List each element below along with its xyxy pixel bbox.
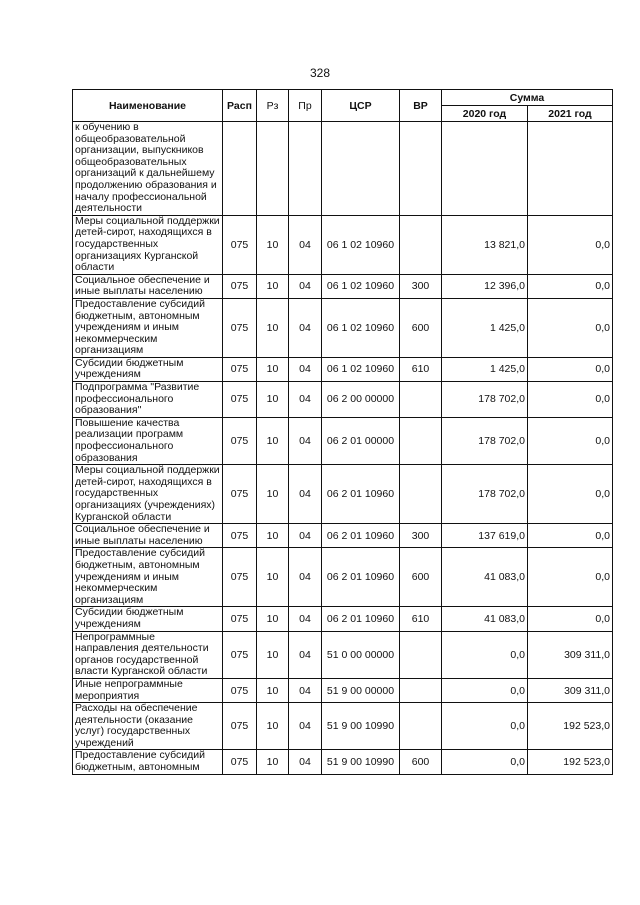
cell-pr	[289, 122, 322, 216]
cell-sum-2021	[528, 122, 613, 216]
cell-name: Предоставление субсидий бюджетным, автономным учреждениям и иным некоммерческим организациям	[73, 548, 223, 607]
cell-sum-2020: 178 702,0	[442, 465, 528, 524]
cell-name: Иные непрограммные мероприятия	[73, 678, 223, 702]
cell-csr	[322, 122, 400, 216]
cell-vr: 600	[400, 750, 442, 774]
header-2020: 2020 год	[442, 106, 528, 122]
cell-rasp: 075	[223, 274, 257, 298]
table-header	[73, 90, 613, 122]
cell-vr: 610	[400, 357, 442, 381]
table-row	[73, 274, 613, 298]
cell-pr: 04	[289, 607, 322, 631]
cell-csr: 06 2 00 00000	[322, 382, 400, 418]
cell-rasp: 075	[223, 357, 257, 381]
cell-rasp: 075	[223, 703, 257, 750]
cell-name: Непрограммные направления деятельности органов государственной власти Курганской области	[73, 631, 223, 678]
cell-rz: 10	[257, 357, 289, 381]
cell-sum-2020: 178 702,0	[442, 382, 528, 418]
cell-rasp: 075	[223, 298, 257, 357]
table-row	[73, 631, 613, 678]
cell-vr: 600	[400, 548, 442, 607]
cell-sum-2020: 41 083,0	[442, 607, 528, 631]
cell-rasp: 075	[223, 465, 257, 524]
header-pr: Пр	[289, 90, 322, 122]
cell-pr: 04	[289, 382, 322, 418]
cell-rz: 10	[257, 382, 289, 418]
cell-pr: 04	[289, 274, 322, 298]
cell-sum-2021: 192 523,0	[528, 703, 613, 750]
cell-name: Меры социальной поддержки детей-сирот, находящихся в государственных организациях (учреждениях) Курганской области	[73, 465, 223, 524]
cell-sum-2021: 0,0	[528, 524, 613, 548]
cell-rz: 10	[257, 750, 289, 774]
cell-rz: 10	[257, 631, 289, 678]
cell-csr: 06 1 02 10960	[322, 357, 400, 381]
cell-rz: 10	[257, 417, 289, 464]
table-row	[73, 382, 613, 418]
cell-sum-2021: 0,0	[528, 215, 613, 274]
cell-pr: 04	[289, 465, 322, 524]
cell-pr: 04	[289, 417, 322, 464]
cell-pr: 04	[289, 750, 322, 774]
cell-rasp: 075	[223, 382, 257, 418]
cell-name: Меры социальной поддержки детей-сирот, находящихся в государственных организациях Курганской области	[73, 215, 223, 274]
cell-rz: 10	[257, 607, 289, 631]
cell-sum-2021: 0,0	[528, 298, 613, 357]
cell-rasp: 075	[223, 607, 257, 631]
cell-pr: 04	[289, 548, 322, 607]
table-row	[73, 607, 613, 631]
cell-vr	[400, 465, 442, 524]
table-body	[73, 122, 613, 775]
table-row	[73, 357, 613, 381]
cell-sum-2021: 0,0	[528, 274, 613, 298]
cell-rasp: 075	[223, 750, 257, 774]
cell-sum-2021: 0,0	[528, 382, 613, 418]
cell-sum-2020	[442, 122, 528, 216]
cell-pr: 04	[289, 678, 322, 702]
header-rz: Рз	[257, 90, 289, 122]
cell-sum-2020: 1 425,0	[442, 298, 528, 357]
cell-pr: 04	[289, 524, 322, 548]
cell-rasp: 075	[223, 215, 257, 274]
table-row	[73, 548, 613, 607]
cell-sum-2020: 0,0	[442, 678, 528, 702]
cell-csr: 51 9 00 00000	[322, 678, 400, 702]
table-row	[73, 215, 613, 274]
cell-sum-2021: 0,0	[528, 465, 613, 524]
cell-csr: 06 2 01 10960	[322, 524, 400, 548]
cell-rz: 10	[257, 298, 289, 357]
cell-rasp	[223, 122, 257, 216]
cell-rasp: 075	[223, 631, 257, 678]
table-row	[73, 703, 613, 750]
header-2021: 2021 год	[528, 106, 613, 122]
table-row	[73, 298, 613, 357]
cell-rz: 10	[257, 678, 289, 702]
table-row	[73, 524, 613, 548]
cell-name: Подпрограмма "Развитие профессионального образования"	[73, 382, 223, 418]
cell-sum-2020: 1 425,0	[442, 357, 528, 381]
table-row	[73, 750, 613, 774]
header-rasp: Расп	[223, 90, 257, 122]
cell-sum-2021: 0,0	[528, 607, 613, 631]
cell-csr: 06 2 01 10960	[322, 607, 400, 631]
cell-vr	[400, 703, 442, 750]
cell-vr: 300	[400, 274, 442, 298]
cell-csr: 51 9 00 10990	[322, 750, 400, 774]
cell-csr: 06 1 02 10960	[322, 215, 400, 274]
cell-vr: 600	[400, 298, 442, 357]
table-row	[73, 122, 613, 216]
cell-sum-2021: 0,0	[528, 548, 613, 607]
cell-rasp: 075	[223, 548, 257, 607]
cell-sum-2020: 137 619,0	[442, 524, 528, 548]
cell-csr: 06 2 01 00000	[322, 417, 400, 464]
cell-sum-2020: 12 396,0	[442, 274, 528, 298]
cell-vr	[400, 678, 442, 702]
cell-pr: 04	[289, 215, 322, 274]
cell-sum-2021: 192 523,0	[528, 750, 613, 774]
cell-sum-2021: 0,0	[528, 357, 613, 381]
page-number: 328	[309, 66, 331, 80]
cell-vr	[400, 382, 442, 418]
table-row	[73, 465, 613, 524]
cell-sum-2020: 41 083,0	[442, 548, 528, 607]
cell-sum-2020: 0,0	[442, 750, 528, 774]
cell-rz: 10	[257, 548, 289, 607]
cell-pr: 04	[289, 703, 322, 750]
cell-vr	[400, 631, 442, 678]
cell-name: Социальное обеспечение и иные выплаты населению	[73, 524, 223, 548]
cell-rz: 10	[257, 274, 289, 298]
cell-csr: 06 1 02 10960	[322, 298, 400, 357]
cell-name: Субсидии бюджетным учреждениям	[73, 357, 223, 381]
cell-name: Повышение качества реализации программ профессионального образования	[73, 417, 223, 464]
cell-rz: 10	[257, 703, 289, 750]
cell-rz	[257, 122, 289, 216]
cell-name: Социальное обеспечение и иные выплаты населению	[73, 274, 223, 298]
cell-csr: 06 2 01 10960	[322, 548, 400, 607]
table-row	[73, 678, 613, 702]
cell-rasp: 075	[223, 524, 257, 548]
cell-sum-2021: 309 311,0	[528, 631, 613, 678]
cell-csr: 51 9 00 10990	[322, 703, 400, 750]
cell-sum-2020: 0,0	[442, 703, 528, 750]
cell-vr: 300	[400, 524, 442, 548]
cell-pr: 04	[289, 631, 322, 678]
cell-sum-2020: 178 702,0	[442, 417, 528, 464]
cell-pr: 04	[289, 357, 322, 381]
cell-csr: 06 2 01 10960	[322, 465, 400, 524]
cell-vr	[400, 417, 442, 464]
cell-name: Расходы на обеспечение деятельности (оказание услуг) государственных учреждений	[73, 703, 223, 750]
header-csr: ЦСР	[322, 90, 400, 122]
cell-sum-2021: 0,0	[528, 417, 613, 464]
cell-sum-2020: 0,0	[442, 631, 528, 678]
cell-name: к обучению в общеобразовательной организации, выпускников общеобразовательных организаций к дальнейшему продолжению образования и началу профессиональной деятельности	[73, 122, 223, 216]
cell-csr: 06 1 02 10960	[322, 274, 400, 298]
cell-sum-2020: 13 821,0	[442, 215, 528, 274]
cell-csr: 51 0 00 00000	[322, 631, 400, 678]
table-row	[73, 417, 613, 464]
cell-name: Предоставление субсидий бюджетным, автономным	[73, 750, 223, 774]
cell-name: Субсидии бюджетным учреждениям	[73, 607, 223, 631]
cell-vr	[400, 215, 442, 274]
cell-rz: 10	[257, 524, 289, 548]
header-name: Наименование	[73, 90, 223, 122]
header-vr: ВР	[400, 90, 442, 122]
cell-rz: 10	[257, 215, 289, 274]
cell-vr: 610	[400, 607, 442, 631]
cell-name: Предоставление субсидий бюджетным, автономным учреждениям и иным некоммерческим организациям	[73, 298, 223, 357]
cell-sum-2021: 309 311,0	[528, 678, 613, 702]
cell-rasp: 075	[223, 417, 257, 464]
cell-vr	[400, 122, 442, 216]
cell-rz: 10	[257, 465, 289, 524]
cell-pr: 04	[289, 298, 322, 357]
header-sum: Сумма	[442, 90, 613, 106]
cell-rasp: 075	[223, 678, 257, 702]
budget-table	[72, 89, 613, 775]
